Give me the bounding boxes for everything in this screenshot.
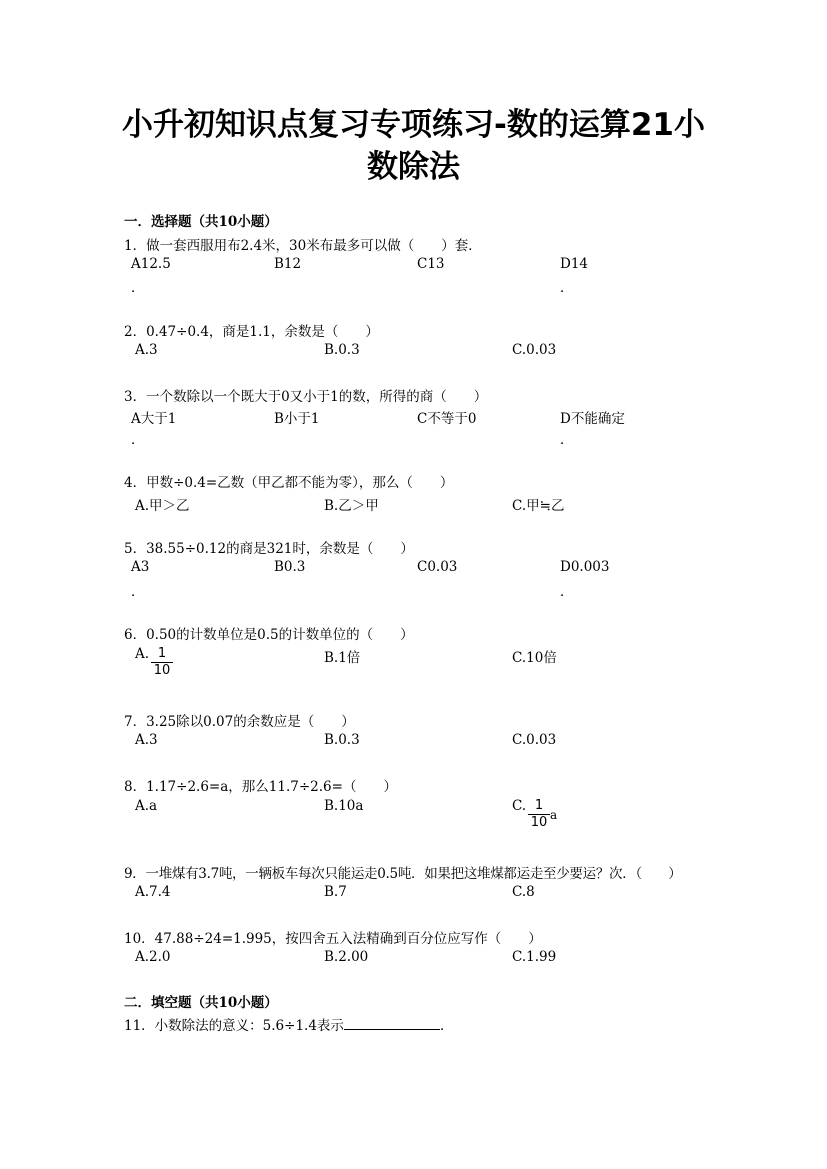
q6-option-a-fraction xyxy=(151,646,173,679)
page-title-line2: 数除法 xyxy=(367,149,460,185)
q5-option-a: A3 xyxy=(131,559,150,575)
q1-option-c: C13 xyxy=(417,256,445,272)
question-5: 5．38.55÷0.12的商是321时，余数是（ ） xyxy=(124,541,414,557)
q5-dot-d: ． xyxy=(560,584,574,600)
q8-option-c-prefix: C. xyxy=(512,798,527,814)
question-8: 8．1.17÷2.6=a，那么11.7÷2.6=（ ） xyxy=(124,779,397,795)
section-heading-fill-in: 二．填空题（共10小题） xyxy=(124,995,278,1011)
fraction-numerator: 1 xyxy=(534,798,544,813)
q5-option-b: B0.3 xyxy=(274,559,306,575)
fraction-numerator: 1 xyxy=(157,646,167,661)
q4-option-b: B.乙＞甲 xyxy=(324,498,379,514)
q7-option-c: C.0.03 xyxy=(512,732,557,748)
q10-option-b: B.2.00 xyxy=(324,949,369,965)
q2-option-c: C.0.03 xyxy=(512,342,557,358)
question-2: 2．0.47÷0.4，商是1.1，余数是（ ） xyxy=(124,324,379,340)
q4-option-c: C.甲≒乙 xyxy=(512,498,565,514)
section-heading-choice: 一．选择题（共10小题） xyxy=(124,214,278,230)
q8-option-a: A.a xyxy=(135,798,158,814)
q8-option-b: B.10a xyxy=(324,798,364,814)
q8-option-c-fraction xyxy=(528,798,550,831)
question-9: 9．一堆煤有3.7吨，一辆板车每次只能运走0.5吨．如果把这堆煤都运走至少要运？次．（ ） xyxy=(124,866,682,882)
q9-option-b: B.7 xyxy=(324,884,347,900)
q1-option-d: D14 xyxy=(560,256,589,272)
q1-dot-d: ． xyxy=(560,280,574,296)
q6-option-c: C.10倍 xyxy=(512,650,557,666)
q2-option-b: B.0.3 xyxy=(324,342,360,358)
q5-option-c: C0.03 xyxy=(417,559,458,575)
q8-option-c-suffix: a xyxy=(550,808,558,822)
question-4: 4．甲数÷0.4=乙数（甲乙都不能为零），那么（ ） xyxy=(124,475,454,491)
q3-option-b: B小于1 xyxy=(274,411,320,427)
q3-option-d: D不能确定 xyxy=(560,411,625,427)
question-3: 3．一个数除以一个既大于0又小于1的数，所得的商（ ） xyxy=(124,389,488,405)
page-title-line1: 小升初知识点复习专项练习-数的运算21小 xyxy=(121,107,705,143)
answer-blank xyxy=(344,1017,440,1030)
fraction-denominator: 10 xyxy=(153,663,171,678)
q10-option-a: A.2.0 xyxy=(135,949,171,965)
q4-option-a: A.甲＞乙 xyxy=(135,498,190,514)
q6-option-b: B.1倍 xyxy=(324,650,361,666)
q5-dot-a: ． xyxy=(131,584,145,600)
q1-option-a: A12.5 xyxy=(131,256,171,272)
question-6: 6．0.50的计数单位是0.5的计数单位的（ ） xyxy=(124,627,414,643)
question-11-end: ． xyxy=(439,1018,454,1034)
question-7: 7．3.25除以0.07的余数应是（ ） xyxy=(124,714,355,730)
q7-option-a: A.3 xyxy=(135,732,158,748)
q5-option-d: D0.003 xyxy=(560,559,610,575)
q3-option-c: C不等于0 xyxy=(417,411,477,427)
q10-option-c: C.1.99 xyxy=(512,949,557,965)
q2-option-a: A.3 xyxy=(135,342,158,358)
q3-option-a: A大于1 xyxy=(131,411,177,427)
question-11 xyxy=(124,1014,453,1034)
q1-dot-a: ． xyxy=(131,280,145,296)
q6-option-a-prefix: A. xyxy=(135,646,150,662)
question-11-text: 11．小数除法的意义：5.6÷1.4表示 xyxy=(124,1018,344,1034)
q9-option-c: C.8 xyxy=(512,884,535,900)
q3-dot-a: ． xyxy=(131,432,145,448)
q9-option-a: A.7.4 xyxy=(135,884,171,900)
fraction-denominator: 10 xyxy=(530,815,548,830)
question-1: 1．做一套西服用布2.4米，30米布最多可以做（ ）套． xyxy=(124,238,482,254)
q1-option-b: B12 xyxy=(274,256,302,272)
question-10: 10．47.88÷24=1.995，按四舍五入法精确到百分位应写作（ ） xyxy=(124,931,542,947)
q3-dot-d: ． xyxy=(560,432,574,448)
q7-option-b: B.0.3 xyxy=(324,732,360,748)
